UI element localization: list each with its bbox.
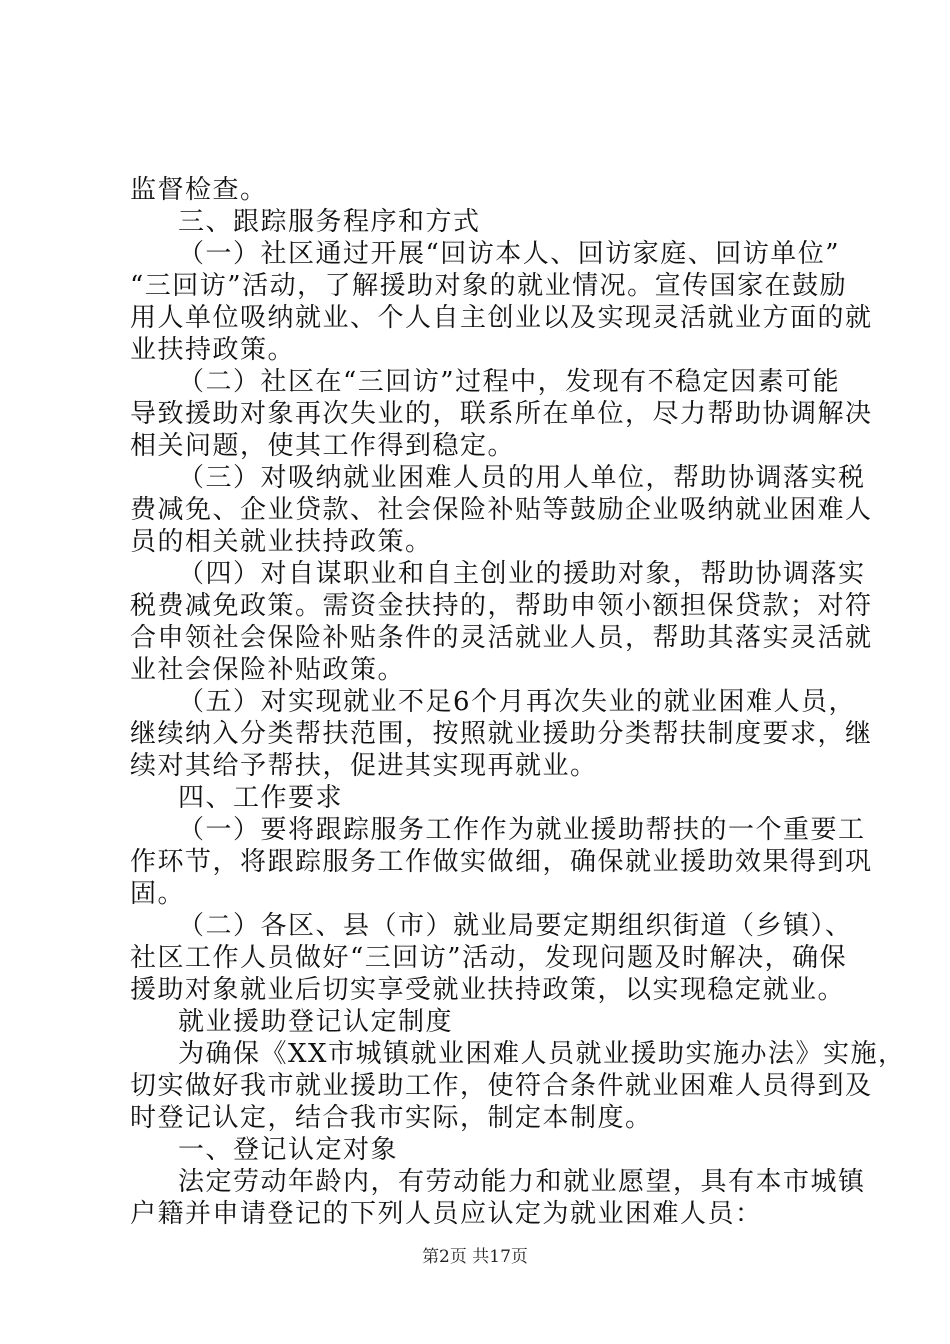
text-line: （一）要将跟踪服务工作作为就业援助帮扶的一个重要工: [178, 815, 866, 845]
text-line: 相关问题，使其工作得到稳定。: [130, 431, 516, 461]
page-number: 第2页 共17页: [422, 1247, 528, 1267]
text-line: 固。: [130, 879, 186, 909]
text-line: 监督检查。: [130, 175, 268, 205]
text-line: 为确保《XX市城镇就业困难人员就业援助实施办法》实施，: [178, 1039, 906, 1069]
text-line: 用人单位吸纳就业、个人自主创业以及实现灵活就业方面的就: [130, 303, 873, 333]
text-line: 时登记认定，结合我市实际，制定本制度。: [130, 1103, 653, 1133]
text-line: （一）社区通过开展“回访本人、回访家庭、回访单位”: [178, 239, 841, 269]
text-line: 续对其给予帮扶，促进其实现再就业。: [130, 751, 598, 781]
text-line: 合申领社会保险补贴条件的灵活就业人员，帮助其落实灵活就: [130, 623, 873, 653]
text-line: 作环节，将跟踪服务工作做实做细，确保就业援助效果得到巩: [130, 847, 873, 877]
text-line: （三）对吸纳就业困难人员的用人单位，帮助协调落实税: [178, 463, 866, 493]
text-line: 法定劳动年龄内，有劳动能力和就业愿望，具有本市城镇: [178, 1167, 866, 1197]
section-heading: 三、跟踪服务程序和方式: [178, 207, 481, 237]
document-title: 就业援助登记认定制度: [178, 1007, 454, 1037]
text-line: 继续纳入分类帮扶范围，按照就业援助分类帮扶制度要求，继: [130, 719, 873, 749]
text-line: 切实做好我市就业援助工作，使符合条件就业困难人员得到及: [130, 1071, 873, 1101]
text-line: 户籍并申请登记的下列人员应认定为就业困难人员：: [130, 1199, 763, 1229]
text-line: 税费减免政策。需资金扶持的，帮助申领小额担保贷款；对符: [130, 591, 873, 621]
text-line: 社区工作人员做好“三回访”活动，发现问题及时解决，确保: [130, 943, 848, 973]
text-line: 业扶持政策。: [130, 335, 296, 365]
text-line: （五）对实现就业不足6个月再次失业的就业困难人员，: [178, 687, 857, 717]
text-line: 导致援助对象再次失业的，联系所在单位，尽力帮助协调解决: [130, 399, 873, 429]
text-line: 员的相关就业扶持政策。: [130, 527, 433, 557]
text-line: “三回访”活动，了解援助对象的就业情况。宣传国家在鼓励: [130, 271, 848, 301]
page-footer: [0, 1246, 950, 1268]
section-heading: 一、登记认定对象: [178, 1135, 399, 1165]
text-line: 援助对象就业后切实享受就业扶持政策，以实现稳定就业。: [130, 975, 846, 1005]
text-line: （二）各区、县（市）就业局要定期组织街道（乡镇）、: [178, 911, 853, 941]
text-line: （四）对自谋职业和自主创业的援助对象，帮助协调落实: [178, 559, 866, 589]
text-line: 费减免、企业贷款、社会保险补贴等鼓励企业吸纳就业困难人: [130, 495, 873, 525]
text-line: （二）社区在“三回访”过程中，发现有不稳定因素可能: [178, 367, 841, 397]
text-line: 业社会保险补贴政策。: [130, 655, 406, 685]
section-heading: 四、工作要求: [178, 783, 344, 813]
